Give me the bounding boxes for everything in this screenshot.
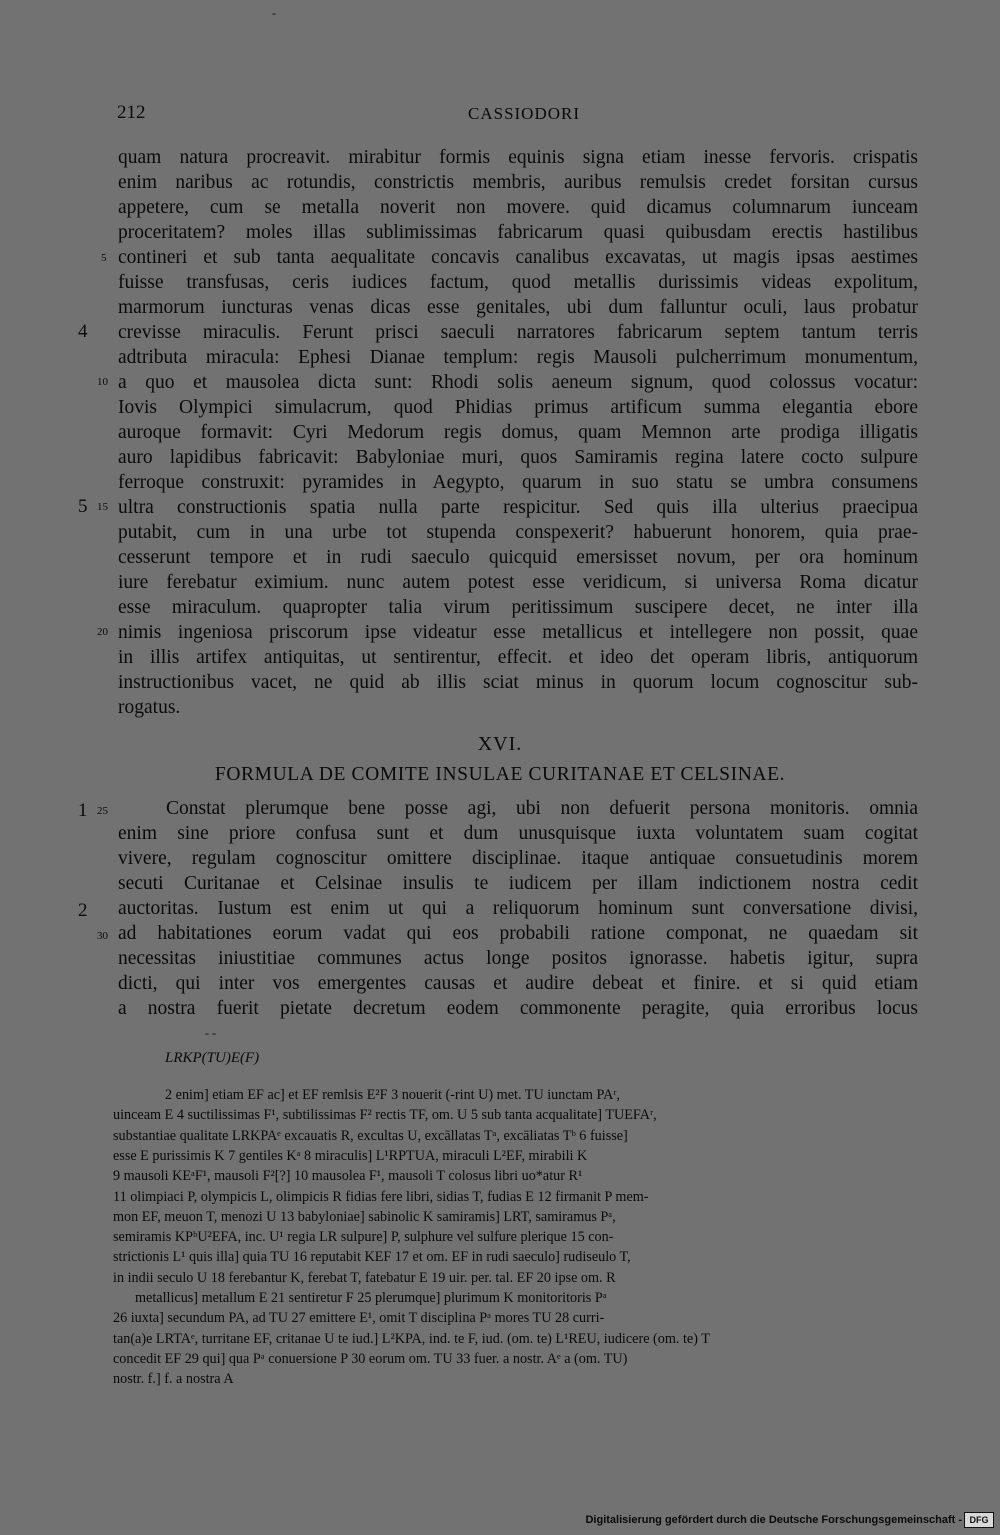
text-line: adtributa miracula: Ephesi Dianae templum: regis Mausoli pulcherrimum monumentum, xyxy=(118,347,918,368)
apparatus-line: semiramis KPᵇU²EFA, inc. U¹ regia LR sulpure] P, sulphure vel sulfure plerique 15 con- xyxy=(113,1229,614,1246)
apparatus-line: uinceam E 4 suctilissimas F¹, subtilissimas F² rectis TF, om. U 5 sub tanta acqualitate] TUEFAʳ, xyxy=(113,1107,657,1124)
apparatus-line: 9 mausoli KEᵃF¹, mausoli F²[?] 10 mausolea F¹, mausoli T colosus libri uo*atur R¹ xyxy=(113,1168,583,1185)
text-line: enim naribus ac rotundis, constrictis membris, auribus remulsis credet forsitan cursus xyxy=(118,172,918,193)
apparatus-sigla: LRKP(TU)E(F) xyxy=(165,1050,260,1066)
section-title: FORMULA DE COMITE INSULAE CURITANAE ET CELSINAE. xyxy=(214,764,786,785)
apparatus-line: mon EF, meuon T, menozi U 13 babyloniae] sabinolic K samiramis] LRT, samiramus Pᵃ, xyxy=(113,1208,616,1225)
apparatus-line: nostr. f.] f. a nostra A xyxy=(113,1371,234,1388)
apparatus-line: 26 iuxta] secundum PA, ad TU 27 emittere E¹, omit T disciplina Pᵃ mores TU 28 curri- xyxy=(113,1310,605,1327)
text-line: fuisse transfusas, ceris iudices factum, quod metallis durissimis videas expolitum, xyxy=(118,272,918,293)
margin-section-number: 2 xyxy=(78,900,88,921)
margin-line-number: 20 xyxy=(97,626,108,638)
margin-section-number: 1 xyxy=(78,800,88,821)
margin-line-number: 10 xyxy=(97,376,108,388)
text-line: a quo et mausolea dicta sunt: Rhodi solis aeneum signum, quod colossus vocatur: xyxy=(118,372,918,393)
text-line: iure ferebatur eximium. nunc autem potest esse veridicum, si universa Roma dicatur xyxy=(118,572,918,593)
text-line: crevisse miraculis. Ferunt prisci saeculi narratores fabricarum septem tantum terris xyxy=(118,322,918,343)
text-line: nimis ingeniosa priscorum ipse videatur esse metallicus et intellegere non possit, quae xyxy=(118,622,918,643)
apparatus-line: substantiae qualitate LRKPAᵉ excauatis R, excultas U, excāllatas Tᵃ, excāliatas Tᵇ 6 fuisse] xyxy=(113,1127,628,1144)
text-line: putabit, cum in una urbe tot stupenda conspexerit? habuerunt honorem, quia prae- xyxy=(118,522,918,543)
margin-line-number: 25 xyxy=(97,805,108,817)
text-line: cesserunt tempore et in rudi saeculo quicquid emersisset novum, per ora hominum xyxy=(118,547,918,568)
text-line: appetere, cum se metalla noverit non movere. quid dicamus columnarum iunceam xyxy=(118,197,918,218)
margin-section-number: 5 xyxy=(78,496,88,517)
text-line: quam natura procreavit. mirabitur formis equinis signa etiam inesse fervoris. crispatis xyxy=(118,147,918,168)
text-line: auro lapidibus fabricavit: Babyloniae muri, quos Samiramis regina latere cocto sulpure xyxy=(118,447,918,468)
text-line: rogatus. xyxy=(118,697,181,718)
section-number: XVI. xyxy=(477,733,523,755)
text-line: auctoritas. Iustum est enim ut qui a reliquorum hominum sunt conversatione divisi, xyxy=(118,898,918,919)
text-line: ultra constructionis spatia nulla parte respicitur. Sed quis illa ulterius praecipua xyxy=(118,497,918,518)
apparatus-line: metallicus] metallum E 21 sentiretur F 25 plerumque] plurimum K monitoritoris Pᵃ xyxy=(135,1290,607,1306)
text-line: ferroque construxit: pyramides in Aegypto, quarum in suo statu se umbra consumens xyxy=(118,472,918,493)
apparatus-line: tan(a)e LRTAᵉ, turritane EF, critanae U te iud.] L²KPA, ind. te F, iud. (om. te) L¹REU, iudicere (om. te) T xyxy=(113,1330,710,1347)
text-line: in illis artifex antiquitas, ut sentirentur, effecit. et ideo det operam libris, antiquorum xyxy=(118,647,918,668)
apparatus-line: 2 enim] etiam EF ac] et EF remlsis E²F 3 nouerit (-rint U) met. TU iunctam PAʳ, xyxy=(165,1087,620,1103)
text-line: secuti Curitanae et Celsinae insulis te iudicem per illam indictionem nostra cedit xyxy=(118,873,918,894)
page-number: 212 xyxy=(117,102,146,123)
margin-line-number: 5 xyxy=(101,252,107,264)
text-line: dicti, qui inter vos emergentes causas et audire debeat et finire. et si quid etiam xyxy=(118,973,918,994)
text-line: proceritatem? moles illas sublimissimas fabricarum quasi quibusdam erectis hastilibus xyxy=(118,222,918,243)
apparatus-line: in indii seculo U 18 ferebantur K, ferebat T, fatebatur E 19 uir. per. tal. EF 20 ipse om. R xyxy=(113,1269,616,1286)
text-line: instructionibus vacet, ne quid ab illis sciat minus in quorum locum cognoscitur sub- xyxy=(118,672,918,693)
text-line: necessitas iniustitiae communes actus longe positos ignorasse. habetis igitur, supra xyxy=(118,948,918,969)
dfg-logo-icon: DFG xyxy=(964,1512,994,1528)
text-line: esse miraculum. quapropter talia virum peritissimum suscipere decet, ne inter illa xyxy=(118,597,918,618)
digitization-credit: Digitalisierung gefördert durch die Deutsche Forschungsgemeinschaft - xyxy=(585,1514,962,1526)
text-line: marmorum iuncturas venas dicas esse genitales, ubi dum falluntur oculi, laus probatur xyxy=(118,297,918,318)
margin-line-number: 15 xyxy=(97,501,108,513)
text-line: auroque formavit: Cyri Medorum regis domus, quam Memnon arte prodiga illigatis xyxy=(118,422,918,443)
text-line: a nostra fuerit pietate decretum eodem commonente peragite, quia erroribus locus xyxy=(118,998,918,1019)
text-line: enim sine priore confusa sunt et dum unusquisque iuxta voluntatem suam cogitat xyxy=(118,823,918,844)
text-line: Constat plerumque bene posse agi, ubi non defuerit persona monitoris. omnia xyxy=(166,798,918,819)
text-line: vivere, regulam cognoscitur omittere disciplinae. itaque antiquae consuetudinis morem xyxy=(118,848,918,869)
page-mark: - xyxy=(272,6,276,20)
apparatus-line: concedit EF 29 qui] qua Pᵃ conuersione P 30 eorum om. TU 33 fuer. a nostr. Aᵉ a (om. TU) xyxy=(113,1350,628,1367)
margin-line-number: 30 xyxy=(97,930,108,942)
margin-section-number: 4 xyxy=(78,321,88,342)
text-line: Iovis Olympici simulacrum, quod Phidias primus artificum summa elegantia ebore xyxy=(118,397,918,418)
apparatus-line: 11 olimpiaci P, olympicis L, olimpicis R fidias fere libri, sidias T, fudias E 12 firmanit P mem- xyxy=(113,1188,649,1205)
running-head: CASSIODORI xyxy=(468,104,581,123)
text-line: ad habitationes eorum vadat qui eos probabili ratione componat, ne quaedam sit xyxy=(118,923,918,944)
apparatus-separator: - - xyxy=(205,1026,216,1040)
apparatus-line: strictionis L¹ quis illa] quia TU 16 reputabit KEF 17 et om. EF in rudi saeculo] rudiseulo T, xyxy=(113,1249,631,1266)
apparatus-line: esse E purissimis K 7 gentiles Kᵃ 8 miraculis] L¹RPTUA, miraculi L²EF, mirabili K xyxy=(113,1147,588,1164)
text-line: contineri et sub tanta aequalitate concavis canalibus excavatas, ut magis ipsas aestimes xyxy=(118,247,918,268)
